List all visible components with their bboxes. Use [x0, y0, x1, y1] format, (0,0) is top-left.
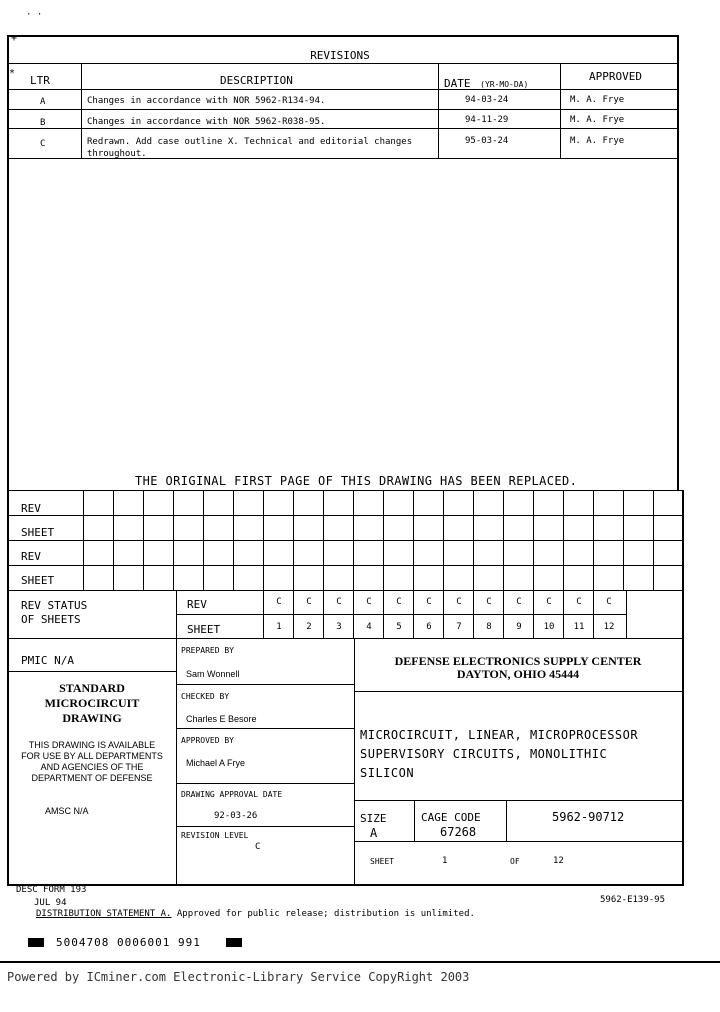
header-ltr: LTR: [30, 74, 50, 87]
agency-line-2: DAYTON, OHIO 45444: [456, 667, 580, 681]
amsc-label: AMSC N/A: [45, 806, 89, 816]
pmic-label: PMIC N/A: [21, 654, 74, 667]
title-line-3: SILICON: [360, 766, 415, 780]
title-line-1: MICROCIRCUIT, LINEAR, MICROPROCESSOR: [360, 728, 639, 742]
sheet-total: 12: [553, 856, 564, 866]
rev-c-description-cont: throughout.: [87, 149, 147, 159]
availability-note: [7, 740, 177, 784]
checked-value: Charles E Besore: [186, 714, 257, 724]
rev-letter: C: [396, 597, 402, 607]
agency-name: [354, 655, 682, 681]
cage-code-value: 67268: [440, 825, 477, 839]
rev-c-approved: M. A. Frye: [570, 136, 625, 146]
availability-line-3: AND AGENCIES OF THE: [40, 762, 144, 772]
footer-credit: Powered by ICminer.com Electronic-Library Service CopyRight 2003: [7, 970, 470, 984]
revision-level-label: REVISION LEVEL: [181, 831, 249, 840]
form-date: JUL 94: [34, 898, 67, 908]
sheet-number: 11: [573, 622, 585, 632]
status-sheet-label: SHEET: [187, 623, 221, 636]
rev-letter: C: [366, 597, 372, 607]
rev-c-date: 95-03-24: [465, 136, 509, 146]
form-code: 5962-E139-95: [600, 895, 666, 905]
rev-b-description: Changes in accordance with NOR 5962-R038-95.: [87, 117, 326, 127]
rev-a-description: Changes in accordance with NOR 5962-R134-94.: [87, 96, 326, 106]
header-approved: APPROVED: [589, 70, 642, 83]
approved-value: Michael A Frye: [186, 758, 246, 768]
rev-b-date: 94-11-29: [465, 115, 509, 125]
approval-date-label: DRAWING APPROVAL DATE: [181, 790, 283, 799]
rev-letter: C: [606, 597, 612, 607]
form-number: DESC FORM 193: [16, 885, 87, 895]
barcode-block-right: [226, 938, 242, 947]
header-date-label: DATE: [444, 77, 471, 90]
prepared-value: Sam Wonnell: [186, 669, 240, 679]
rev-letter: C: [516, 597, 522, 607]
size-label: SIZE: [360, 812, 387, 825]
title-line-2: SUPERVISORY CIRCUITS, MONOLITHIC: [360, 747, 608, 761]
cage-code-label: CAGE CODE: [421, 811, 481, 824]
scan-marks: · ·: [26, 10, 43, 20]
header-description: DESCRIPTION: [220, 74, 293, 87]
standard-line-3: DRAWING: [62, 711, 122, 725]
rev-c-ltr: C: [40, 139, 46, 149]
rev-letter: C: [486, 597, 492, 607]
rev-letter: C: [306, 597, 312, 607]
availability-line-4: DEPARTMENT OF DEFENSE: [31, 773, 153, 783]
sheet-of-label: OF: [510, 857, 520, 866]
distribution-heading: DISTRIBUTION STATEMENT A.: [36, 909, 172, 919]
sheet-number: 5: [396, 622, 402, 632]
sheet-number: 12: [603, 622, 615, 632]
agency-line-1: DEFENSE ELECTRONICS SUPPLY CENTER: [394, 654, 642, 668]
grid-rev-label-2: REV: [21, 550, 41, 563]
status-rev-label: REV: [187, 598, 207, 611]
grid-sheet-label-1: SHEET: [21, 526, 55, 539]
side-mark: *: [9, 68, 16, 79]
distribution-text: Approved for public release; distribution is unlimited.: [171, 909, 475, 919]
revision-level-value: C: [255, 842, 261, 852]
sheet-number: 9: [516, 622, 522, 632]
rev-status-label: REV STATUS: [21, 599, 88, 612]
prepared-label: PREPARED BY: [181, 646, 234, 655]
sheet-number: 4: [366, 622, 372, 632]
footer-divider: [0, 961, 720, 963]
standard-line-2: MICROCIRCUIT: [44, 696, 140, 710]
rev-a-date: 94-03-24: [465, 95, 509, 105]
sheet-value: 1: [442, 856, 448, 866]
drawing-title: [360, 726, 638, 783]
standard-line-1: STANDARD: [59, 681, 125, 695]
distribution-statement: [36, 909, 475, 919]
rev-letter: C: [276, 597, 282, 607]
header-date-format: (YR-MO-DA): [480, 80, 529, 89]
barcode-block-left: [28, 938, 44, 947]
rev-letter: C: [456, 597, 462, 607]
rev-letter: C: [546, 597, 552, 607]
sheet-number: 6: [426, 622, 432, 632]
replaced-notice: THE ORIGINAL FIRST PAGE OF THIS DRAWING HAS BEEN REPLACED.: [135, 474, 578, 488]
grid-rev-label-1: REV: [21, 502, 41, 515]
grid-sheet-label-2: SHEET: [21, 574, 55, 587]
standard-drawing-title: [7, 681, 177, 726]
sheet-number: 3: [336, 622, 342, 632]
revisions-title: REVISIONS: [310, 49, 370, 62]
availability-line-1: THIS DRAWING IS AVAILABLE: [28, 740, 156, 750]
of-sheets-label: OF SHEETS: [21, 613, 81, 626]
header-date: [444, 72, 528, 91]
sheet-number: 10: [543, 622, 555, 632]
rev-c-description: Redrawn. Add case outline X. Technical and editorial changes: [87, 137, 413, 147]
approval-date-value: 92-03-26: [214, 811, 258, 821]
rev-letter: C: [336, 597, 342, 607]
rev-a-ltr: A: [40, 97, 46, 107]
sheet-number: 7: [456, 622, 462, 632]
corner-mark: +: [11, 33, 18, 44]
sheet-number: 2: [306, 622, 312, 632]
barcode-number: 5004708 0006001 991: [56, 936, 201, 949]
document-number: 5962-90712: [552, 810, 625, 824]
approved-label: APPROVED BY: [181, 736, 234, 745]
sheet-label: SHEET: [370, 857, 395, 866]
rev-letter: C: [426, 597, 432, 607]
availability-line-2: FOR USE BY ALL DEPARTMENTS: [21, 751, 163, 761]
size-value: A: [370, 826, 378, 840]
rev-b-ltr: B: [40, 118, 46, 128]
rev-b-approved: M. A. Frye: [570, 115, 625, 125]
rev-letter: C: [576, 597, 582, 607]
rev-a-approved: M. A. Frye: [570, 95, 625, 105]
sheet-number: 1: [276, 622, 282, 632]
checked-label: CHECKED BY: [181, 692, 230, 701]
sheet-number: 8: [486, 622, 492, 632]
